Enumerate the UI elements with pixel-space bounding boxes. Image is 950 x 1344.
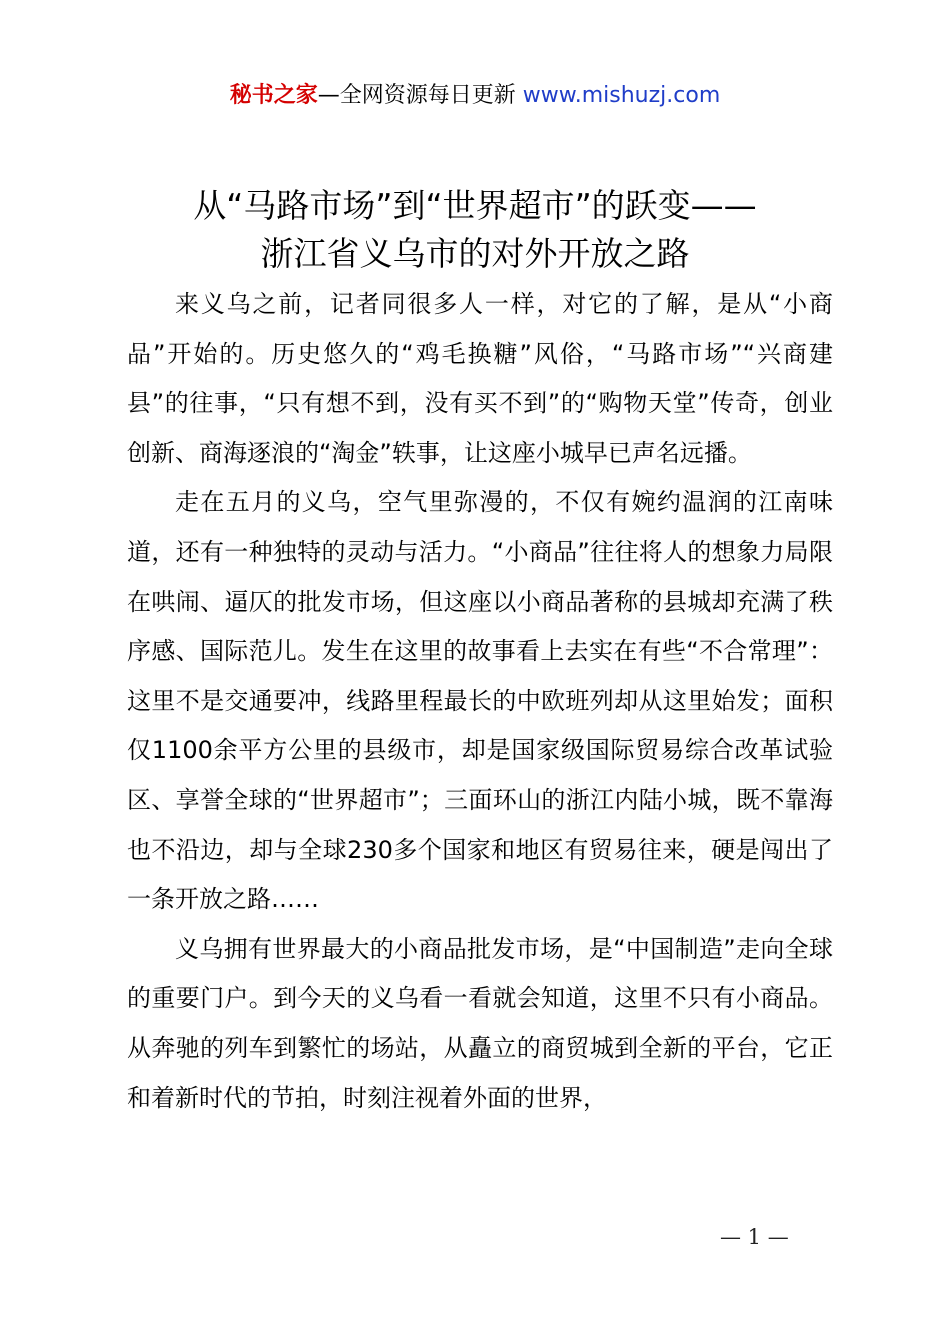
brand-name: 秘书之家 [229,83,318,108]
page-number: — 1 — [720,1225,789,1249]
header-tagline: —全网资源每日更新 [317,83,516,108]
title-line-1: 从“马路市场”到“世界超市”的跃变—— [193,186,757,225]
title-line-2: 浙江省义乌市的对外开放之路 [260,234,690,273]
article-body [127,280,833,1123]
site-header [0,80,950,112]
site-url-link[interactable]: www.mishuzj.com [522,83,721,108]
paragraph-3: 义乌拥有世界最大的小商品批发市场，是“中国制造”走向全球的重要门户。到今天的义乌看一看就会知道，这里不只有小商品。从奔驰的列车到繁忙的场站，从矗立的商贸城到全新的平台，它正和着新时代的节拍，时刻注视着外面的世界， [127,934,833,1112]
document-title [60,182,890,278]
paragraph-1: 来义乌之前，记者同很多人一样，对它的了解，是从“小商品”开始的。历史悠久的“鸡毛换糖”风俗，“马路市场”“兴商建县”的往事，“只有想不到，没有买不到”的“购物天堂”传奇，创业创新、商海逐浪的“淘金”轶事，让这座小城早已声名远播。 [127,290,833,467]
paragraph-2: 走在五月的义乌，空气里弥漫的，不仅有婉约温润的江南味道，还有一种独特的灵动与活力。“小商品”往往将人的想象力局限在哄闹、逼仄的批发市场，但这座以小商品著称的县城却充满了秩序感、国际范儿。发生在这里的故事看上去实在有些“不合常理”：这里不是交通要冲，线路里程最长的中欧班列却从这里始发；面积仅1100余平方公里的县级市，却是国家级国际贸易综合改革试验区、享誉全球的“世界超市”；三面环山的浙江内陆小城，既不靠海也不沿边，却与全球230多个国家和地区有贸易往来，硬是闯出了一条开放之路…… [127,488,833,914]
